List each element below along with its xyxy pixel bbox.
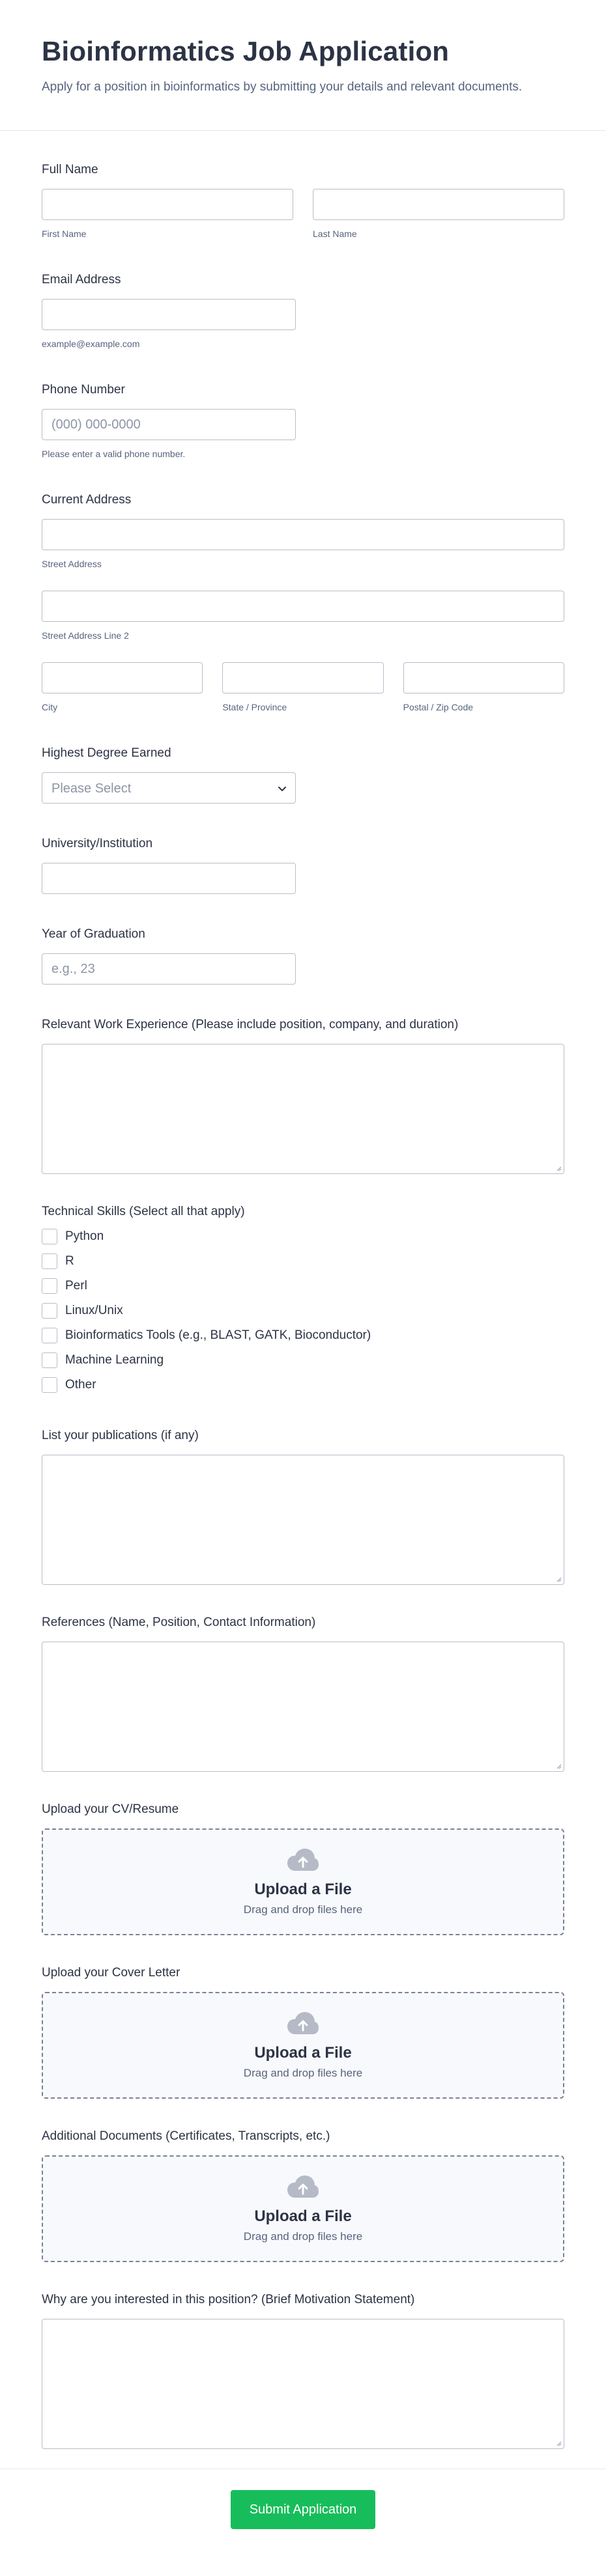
references-textarea[interactable] [42, 1642, 564, 1772]
email-field [42, 240, 564, 350]
references-label: References (Name, Position, Contact Information) [42, 1616, 316, 1630]
graduation-year-input[interactable] [42, 953, 296, 985]
first-name-sublabel: First Name [42, 229, 87, 240]
skill-option-r[interactable]: R [42, 1253, 564, 1269]
phone-sublabel: Please enter a valid phone number. [42, 449, 186, 460]
university-input[interactable] [42, 863, 296, 894]
degree-select-value: Please Select [51, 781, 132, 796]
full-name-label: Full Name [42, 163, 98, 177]
checkbox[interactable] [42, 1253, 57, 1269]
submit-application-button[interactable]: Submit Application [231, 2490, 375, 2529]
skills-checkbox-group [42, 1229, 564, 1393]
checkbox[interactable] [42, 1303, 57, 1319]
resize-grip-icon[interactable] [555, 1576, 562, 1582]
upload-subtitle: Drag and drop files here [243, 2067, 363, 2080]
email-input[interactable] [42, 299, 296, 330]
cover-letter-upload-field [42, 1935, 564, 2099]
cover-letter-upload-dropzone[interactable] [42, 1992, 564, 2099]
city-sublabel: City [42, 702, 58, 713]
state-input[interactable] [222, 662, 383, 693]
motivation-label: Why are you interested in this position? (Brief Motivation Statement) [42, 2293, 415, 2307]
resize-grip-icon[interactable] [555, 2440, 562, 2446]
email-label: Email Address [42, 273, 121, 287]
resize-grip-icon[interactable] [555, 1165, 562, 1171]
state-sublabel: State / Province [222, 702, 287, 713]
motivation-textarea[interactable] [42, 2319, 564, 2449]
zip-sublabel: Postal / Zip Code [403, 702, 474, 713]
references-field [42, 1585, 564, 1772]
publications-label: List your publications (if any) [42, 1429, 199, 1443]
cloud-upload-icon [286, 2011, 320, 2037]
degree-select[interactable] [42, 772, 296, 804]
upload-title: Upload a File [254, 1881, 352, 1899]
page-title: Bioinformatics Job Application [42, 36, 450, 66]
checkbox[interactable] [42, 1278, 57, 1294]
degree-label: Highest Degree Earned [42, 746, 171, 761]
upload-title: Upload a File [254, 2207, 352, 2226]
zip-input[interactable] [403, 662, 564, 693]
phone-input[interactable] [42, 409, 296, 440]
experience-textarea[interactable] [42, 1044, 564, 1174]
form-footer [0, 2469, 606, 2566]
cover-letter-upload-label: Upload your Cover Letter [42, 1966, 180, 1980]
skills-label: Technical Skills (Select all that apply) [42, 1205, 245, 1219]
experience-field [42, 985, 564, 1174]
graduation-label: Year of Graduation [42, 927, 145, 942]
city-input[interactable] [42, 662, 203, 693]
skills-field [42, 1174, 564, 1393]
skill-option-machine-learning[interactable]: Machine Learning [42, 1352, 564, 1368]
degree-field [42, 713, 564, 804]
street-address-sublabel: Street Address [42, 559, 102, 570]
upload-subtitle: Drag and drop files here [243, 1903, 363, 1916]
graduation-field [42, 894, 564, 985]
skill-option-bio-tools[interactable]: Bioinformatics Tools (e.g., BLAST, GATK, Bioconductor) [42, 1328, 564, 1343]
additional-documents-dropzone[interactable] [42, 2155, 564, 2262]
full-name-field [42, 131, 564, 240]
upload-title: Upload a File [254, 2044, 352, 2062]
experience-label: Relevant Work Experience (Please include position, company, and duration) [42, 1018, 459, 1032]
university-label: University/Institution [42, 837, 153, 851]
cv-upload-label: Upload your CV/Resume [42, 1802, 179, 1817]
last-name-input[interactable] [313, 189, 564, 220]
additional-documents-label: Additional Documents (Certificates, Transcripts, etc.) [42, 2129, 330, 2144]
publications-field [42, 1393, 564, 1585]
cv-upload-dropzone[interactable] [42, 1828, 564, 1935]
first-name-input[interactable] [42, 189, 293, 220]
form-body [0, 131, 606, 2449]
motivation-field [42, 2262, 564, 2449]
publications-textarea[interactable] [42, 1455, 564, 1585]
form-header [0, 0, 606, 131]
skill-option-perl[interactable]: Perl [42, 1278, 564, 1294]
skill-option-python[interactable]: Python [42, 1229, 564, 1244]
chevron-down-icon [277, 783, 287, 794]
address-field [42, 460, 564, 713]
resize-grip-icon[interactable] [555, 1763, 562, 1769]
address-label: Current Address [42, 493, 132, 507]
page-subtitle: Apply for a position in bioinformatics by submitting your details and relevant documents. [42, 80, 523, 94]
phone-field [42, 350, 564, 460]
cloud-upload-icon [286, 2174, 320, 2200]
street-address-line2-input[interactable] [42, 591, 564, 622]
checkbox[interactable] [42, 1377, 57, 1393]
university-field [42, 804, 564, 894]
checkbox[interactable] [42, 1328, 57, 1343]
last-name-sublabel: Last Name [313, 229, 357, 240]
email-sublabel: example@example.com [42, 339, 140, 350]
street-address-line2-sublabel: Street Address Line 2 [42, 630, 129, 641]
skill-option-other[interactable]: Other [42, 1377, 564, 1393]
additional-documents-upload-field [42, 2099, 564, 2262]
street-address-input[interactable] [42, 519, 564, 550]
cv-upload-field [42, 1772, 564, 1935]
skill-option-linux[interactable]: Linux/Unix [42, 1303, 564, 1319]
cloud-upload-icon [286, 1847, 320, 1873]
checkbox[interactable] [42, 1229, 57, 1244]
upload-subtitle: Drag and drop files here [243, 2230, 363, 2243]
checkbox[interactable] [42, 1352, 57, 1368]
phone-label: Phone Number [42, 383, 125, 397]
